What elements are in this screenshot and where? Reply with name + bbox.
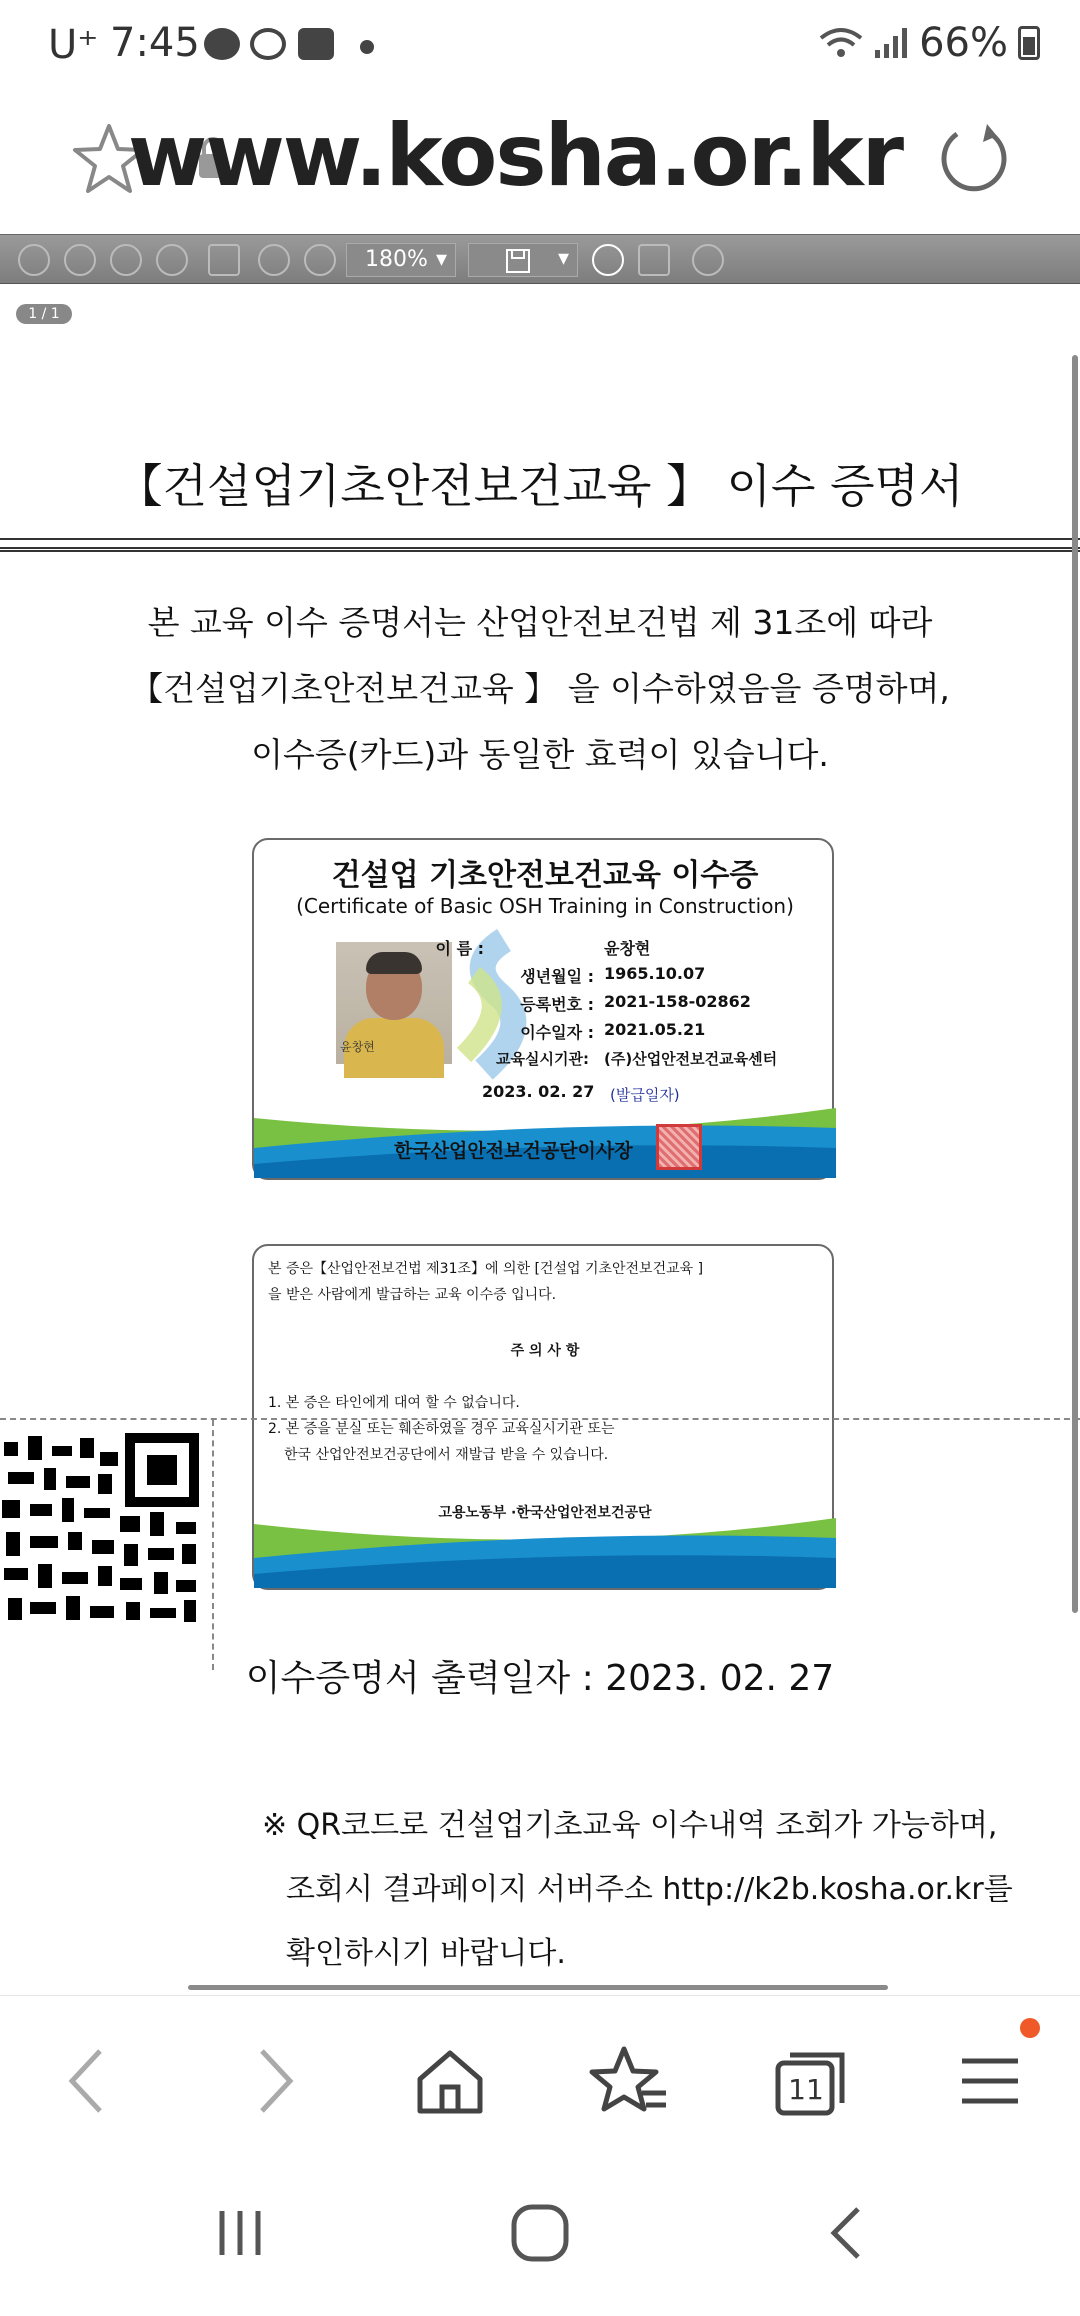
notification-dot bbox=[1020, 2018, 1040, 2038]
clock: 7:45 bbox=[110, 20, 200, 66]
qr-note-line: 확인하시기 바랍니다. bbox=[286, 1936, 566, 1971]
card-wave bbox=[254, 1518, 836, 1588]
print-icon[interactable] bbox=[638, 244, 670, 276]
zoom-in-icon[interactable] bbox=[258, 244, 290, 276]
notice-item: 1. 본 증은 타인에게 대여 할 수 없습니다. bbox=[268, 1395, 520, 1411]
card-subtitle: (Certificate of Basic OSH Training in Construction) bbox=[296, 894, 794, 918]
status-right bbox=[819, 20, 1040, 66]
save-icon bbox=[505, 248, 531, 274]
zoom-select[interactable]: 180% ▾ bbox=[346, 243, 456, 277]
divider bbox=[0, 547, 1080, 552]
certificate-card-back bbox=[252, 1244, 834, 1590]
notice-item: 한국 산업안전보건공단에서 재발급 받을 수 있습니다. bbox=[284, 1447, 609, 1463]
browser-nav-bar bbox=[0, 1995, 1080, 2167]
qr-divider bbox=[0, 1418, 1080, 1420]
issuer-name: 한국산업안전보건공단이사장 bbox=[394, 1140, 633, 1162]
prev-page-icon[interactable] bbox=[64, 244, 96, 276]
vertical-scrollbar[interactable] bbox=[1072, 355, 1078, 1613]
divider bbox=[0, 538, 1080, 540]
battery-percent: 66% bbox=[919, 20, 1008, 66]
qr-code bbox=[0, 1432, 200, 1682]
photo-caption: 윤창현 bbox=[340, 1040, 375, 1054]
qr-note-line: ※ QR코드로 건설업기초교육 이수내역 조회가 가능하며, bbox=[262, 1808, 998, 1843]
zoom-out-icon[interactable] bbox=[304, 244, 336, 276]
card-title: 건설업 기초안전보건교육 이수증 bbox=[331, 858, 759, 893]
horizontal-scrollbar[interactable] bbox=[188, 1985, 888, 1990]
official-seal bbox=[656, 1124, 702, 1170]
card-back-footer: 고용노동부 ·한국산업안전보건공단 bbox=[438, 1505, 652, 1521]
signal-icon bbox=[873, 26, 909, 60]
chat-bubble-icon bbox=[298, 28, 334, 60]
issue-date: 2023. 02. 27 bbox=[482, 1082, 595, 1101]
talk-icon bbox=[204, 28, 240, 60]
battery-icon bbox=[1018, 26, 1040, 60]
search-icon[interactable] bbox=[592, 244, 624, 276]
minus-icon[interactable] bbox=[692, 244, 724, 276]
dot-icon bbox=[360, 40, 374, 54]
home-system-icon[interactable] bbox=[508, 2201, 572, 2265]
home-icon[interactable] bbox=[410, 2041, 490, 2121]
page-indicator: 1 / 1 bbox=[16, 304, 72, 324]
reload-icon[interactable] bbox=[935, 120, 1013, 198]
address-bar bbox=[0, 92, 1080, 234]
intro-line: 본 교육 이수 증명서는 산업안전보건법 제 31조에 따라 bbox=[147, 603, 933, 642]
carrier-label: U⁺ bbox=[48, 22, 99, 68]
pdf-page bbox=[0, 330, 1080, 1995]
qr-vdivider bbox=[212, 1420, 214, 1670]
intro-line: 이수증(카드)과 동일한 효력이 있습니다. bbox=[251, 735, 829, 774]
certificate-card-front: 건설업 기초안전보건교육 이수증 (Certificate of Basic OSH Training in Construction) 윤창현 이 름 : 윤창현 생년월일 : 1965.10.07 등록번호 : 2021-158-02862 이수일자 : 2021.05.21 교육실시기관: (주)산업안전보건교육센터 2023. 02. 27 (발급일자) 한국산업안전보건공단이사장 bbox=[252, 838, 834, 1180]
tabs-button[interactable] bbox=[772, 2041, 852, 2121]
intro-line: 【건설업기초안전보건교육 】 을 이수하였음을 증명하며, bbox=[130, 669, 950, 708]
intro-text bbox=[0, 590, 1080, 788]
wifi-icon bbox=[819, 26, 863, 60]
back-icon[interactable] bbox=[50, 2041, 130, 2121]
print-date: 이수증명서 출력일자 : 2023. 02. 27 bbox=[245, 1658, 835, 1699]
status-bar bbox=[0, 0, 1080, 92]
document-title: 【건설업기초안전보건교육 】 이수 증명서 bbox=[116, 459, 964, 513]
bookmarks-icon[interactable] bbox=[590, 2041, 670, 2121]
fit-page-icon[interactable] bbox=[208, 244, 240, 276]
issue-date-label: (발급일자) bbox=[610, 1086, 680, 1104]
recent-apps-icon[interactable] bbox=[210, 2203, 270, 2263]
forward-icon[interactable] bbox=[232, 2041, 312, 2121]
card-back-line: 을 받은 사람에게 발급하는 교육 이수증 입니다. bbox=[268, 1287, 557, 1303]
first-page-icon[interactable] bbox=[18, 244, 50, 276]
b-icon bbox=[250, 28, 286, 60]
system-nav-bar bbox=[0, 2167, 1080, 2316]
pdf-toolbar bbox=[0, 234, 1080, 284]
notice-item: 2. 본 증을 분실 또는 훼손하였을 경우 교육실시기관 또는 bbox=[268, 1421, 615, 1437]
notice-title: 주 의 사 항 bbox=[510, 1343, 580, 1359]
menu-icon[interactable] bbox=[950, 2041, 1030, 2121]
save-select[interactable] bbox=[468, 243, 578, 277]
next-page-icon[interactable] bbox=[110, 244, 142, 276]
tabs-count: 11 bbox=[788, 2073, 824, 2106]
back-system-icon[interactable] bbox=[818, 2203, 878, 2263]
url-field[interactable]: www.kosha.or.kr bbox=[127, 106, 902, 206]
card-back-line: 본 증은【산업안전보건법 제31조】에 의한 [건설업 기초안전보건교육 ] bbox=[268, 1261, 704, 1277]
last-page-icon[interactable] bbox=[156, 244, 188, 276]
qr-note-line: 조회시 결과페이지 서버주소 http://k2b.kosha.or.kr를 bbox=[286, 1872, 1013, 1907]
